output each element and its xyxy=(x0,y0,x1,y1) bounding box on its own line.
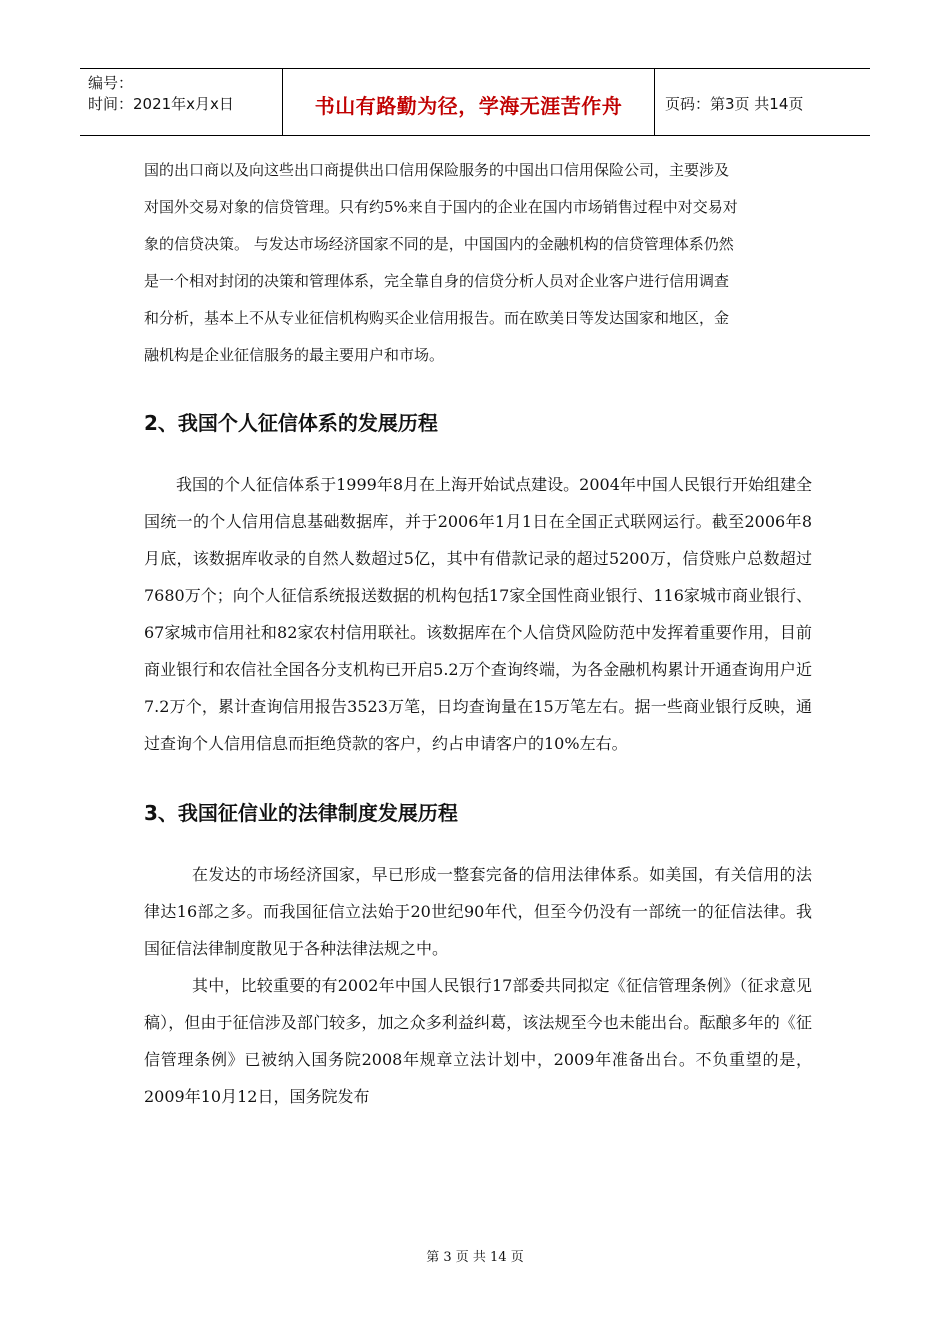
document-body xyxy=(144,152,812,1115)
page-info-text: 页码：第3页 共14页 xyxy=(665,94,804,113)
section-heading-personal-credit: 2、我国个人征信体系的发展历程 xyxy=(144,411,438,435)
page-footer: 第 3 页 共 14 页 xyxy=(426,1250,524,1265)
section-heading-legal-system: 3、我国征信业的法律制度发展历程 xyxy=(144,801,458,825)
header-page-info xyxy=(655,69,870,135)
paragraph-credit-management xyxy=(144,152,812,374)
motto-text: 书山有路勤为径，学海无涯苦作舟 xyxy=(314,93,623,118)
text-line: 是一个相对封闭的决策和管理体系，完全靠自身的信贷分析人员对企业客户进行信用调查 xyxy=(144,272,730,290)
text-line: 象的信贷决策。 与发达市场经济国家不同的是，中国国内的金融机构的信贷管理体系仍然 xyxy=(144,235,734,253)
header-meta xyxy=(80,69,283,135)
text-line: 和分析，基本上不从专业征信机构购买企业信用报告。而在欧美日等发达国家和地区，金 xyxy=(144,309,730,327)
header-motto-cell xyxy=(283,69,655,135)
text-line: 国的出口商以及向这些出口商提供出口信用保险服务的中国出口信用保险公司，主要涉及 xyxy=(144,161,730,179)
text-line: 对国外交易对象的信贷管理。只有约5%来自于国内的企业在国内市场销售过程中对交易对 xyxy=(144,198,738,216)
page-header xyxy=(80,68,870,136)
text-line: 融机构是企业征信服务的最主要用户和市场。 xyxy=(144,346,445,364)
paragraph-regulations: 其中，比较重要的有2002年中国人民银行17部委共同拟定《征信管理条例》（征求意见稿），但由于征信涉及部门较多，加之众多利益纠葛，该法规至今也未能出台。酝酿多年的《征信管理条例》已被纳入国务院2008年规章立法计划中，2009年准备出台。不负重望的是，2009年10月12日，国务院发布 xyxy=(144,976,812,1106)
serial-label: 编号： xyxy=(88,74,134,92)
paragraph-legal-system: 在发达的市场经济国家，早已形成一整套完备的信用法律体系。如美国，有关信用的法律达16部之多。而我国征信立法始于20世纪90年代，但至今仍没有一部统一的征信法律。我国征信法律制度散见于各种法律法规之中。 xyxy=(144,865,812,958)
date-label: 时间：2021年x月x日 xyxy=(88,95,234,113)
paragraph-personal-credit: 我国的个人征信体系于1999年8月在上海开始试点建设。2004年中国人民银行开始组建全国统一的个人信用信息基础数据库，并于2006年1月1日在全国正式联网运行。截至2006年8月底，该数据库收录的自然人数超过5亿，其中有借款记录的超过5200万，信贷账户总数超过7680万个；向个人征信系统报送数据的机构包括17家全国性商业银行、116家城市商业银行、67家城市信用社和82家农村信用联社。该数据库在个人信贷风险防范中发挥着重要作用，目前商业银行和农信社全国各分支机构已开启5.2万个查询终端，为各金融机构累计开通查询用户近7.2万个，累计查询信用报告3523万笔，日均查询量在15万笔左右。据一些商业银行反映，通过查询个人信用信息而拒绝贷款的客户，约占申请客户的10%左右。 xyxy=(144,475,812,753)
